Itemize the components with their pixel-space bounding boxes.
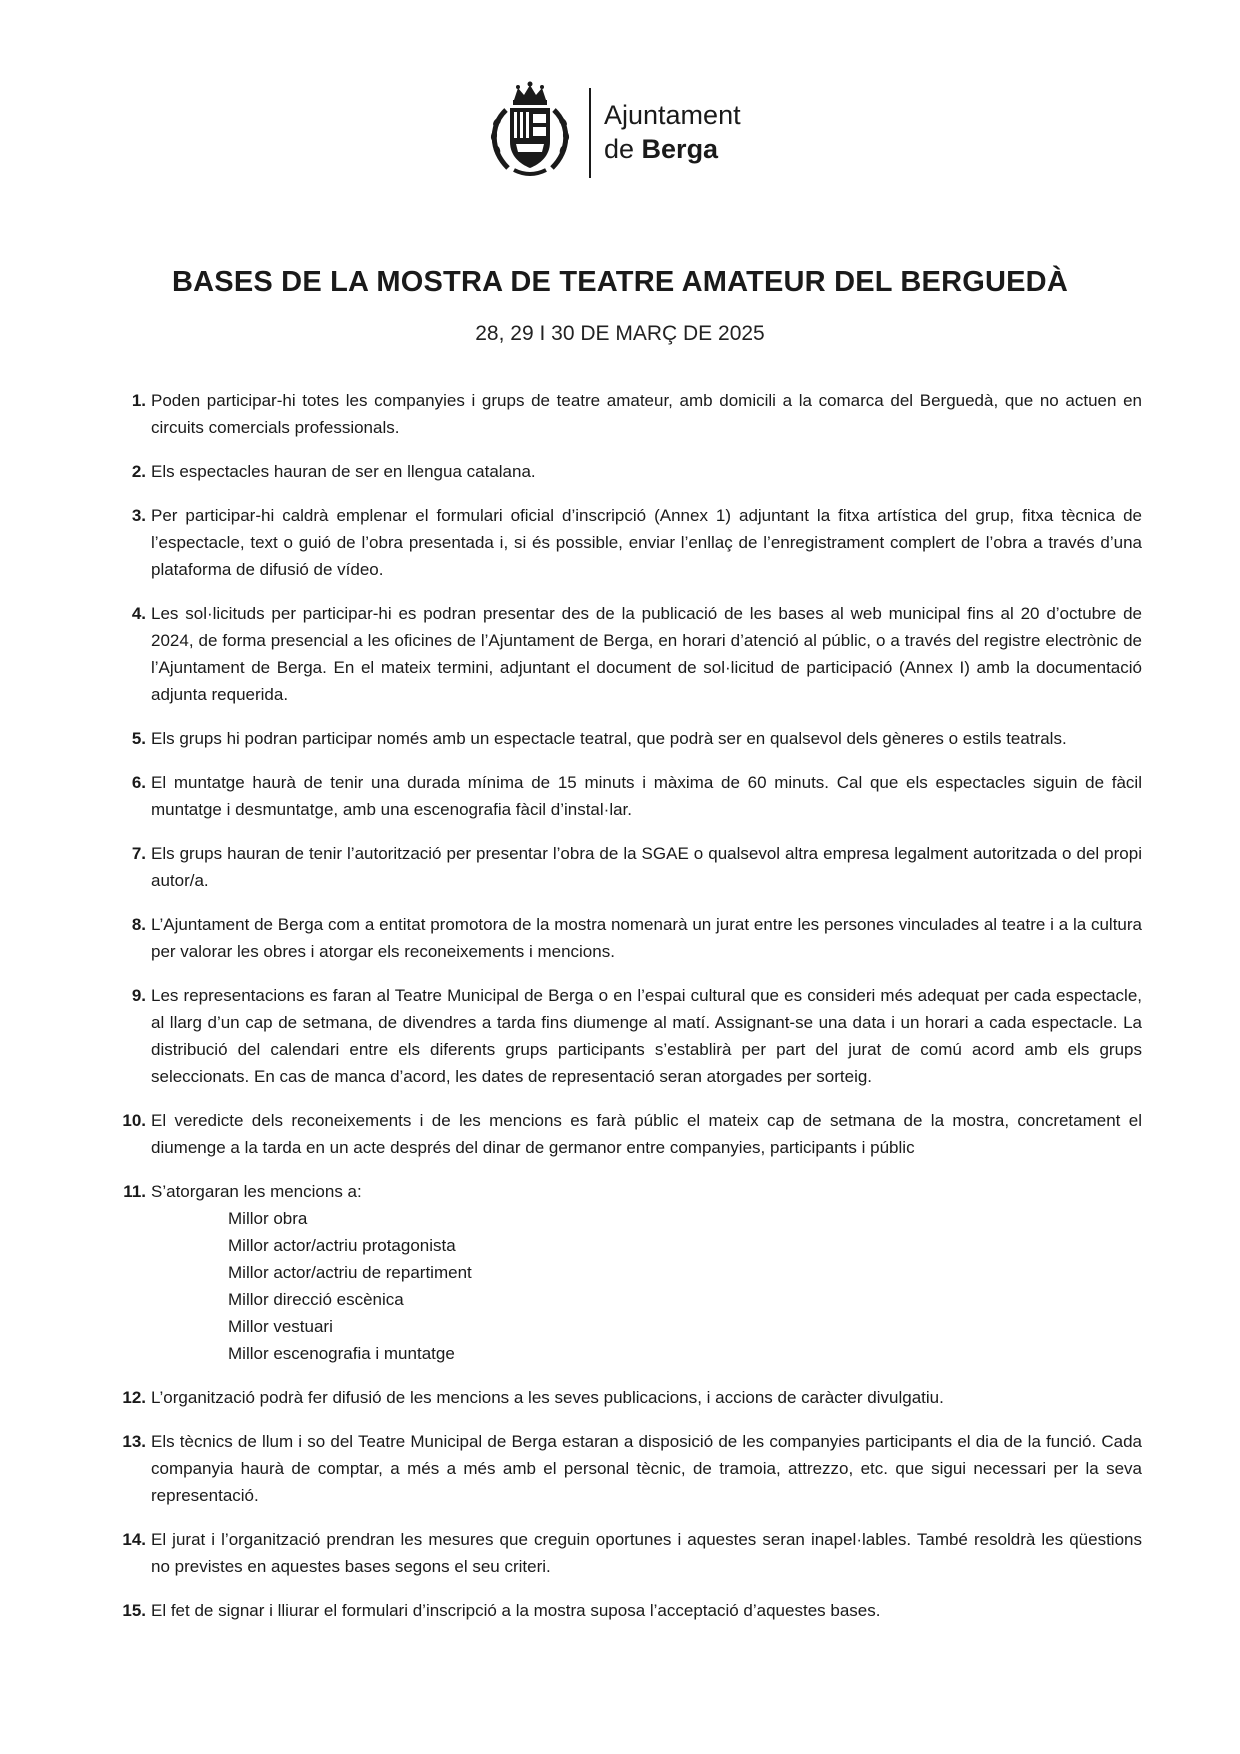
rule-number: 11.	[123, 1182, 146, 1201]
rule-body	[151, 600, 1142, 708]
rule-item	[112, 1597, 1142, 1624]
mention-item: Millor obra	[228, 1209, 308, 1228]
rule-text: Per participar-hi caldrà emplenar el formulari oficial d’inscripció (Annex 1) adjuntant la fitxa artística del grup, fitxa tècnica de l’espectacle, text o guió de l’obra presentada i, si és possible, enviar l’enllaç de l’enregistrament complert de l’obra a través d’una plataforma de difusió de vídeo.	[151, 506, 1142, 579]
rule-number: 3.	[131, 506, 146, 525]
rule-body	[151, 1384, 1142, 1411]
rule-body	[151, 1107, 1142, 1161]
rule-item	[112, 769, 1142, 823]
org-name-line1: Ajuntament	[604, 100, 741, 130]
rule-body	[151, 769, 1142, 823]
rule-number: 1.	[131, 391, 146, 410]
rule-item	[112, 1428, 1142, 1509]
mention-item: Millor vestuari	[228, 1317, 333, 1336]
rule-text: Les sol·licituds per participar-hi es podran presentar des de la publicació de les bases al web municipal fins al 20 d’octubre de 2024, de forma presencial a les oficines de l’Ajuntament de Berga, en horari d’atenció al públic, o a través del registre electrònic de l’Ajuntament de Berga. En el mateix termini, adjuntant el document de sol·licitud de participació (Annex I) amb la documentació adjunta requerida.	[151, 604, 1142, 704]
document-title: BASES DE LA MOSTRA DE TEATRE AMATEUR DEL BERGUEDÀ	[172, 266, 1068, 298]
mention-item: Millor direcció escènica	[228, 1290, 404, 1309]
rule-text: Els tècnics de llum i so del Teatre Municipal de Berga estaran a disposició de les companyies participants el dia de la funció. Cada companyia haurà de comptar, a més a més amb el personal tècnic, de tramoia, attrezzo, etc. que sigui necessari per la seva representació.	[151, 1432, 1142, 1505]
mention-item: Millor actor/actriu de repartiment	[228, 1263, 472, 1282]
rule-item	[112, 502, 1142, 583]
rule-number: 2.	[131, 462, 146, 481]
rule-text: El jurat i l’organització prendran les mesures que creguin oportunes i aquestes seran inapel·lables. També resoldrà les qüestions no previstes en aquestes bases segons el seu criteri.	[151, 1530, 1142, 1576]
rule-item	[112, 387, 1142, 441]
rule-body	[151, 1428, 1142, 1509]
org-name-prefix: de	[604, 134, 642, 164]
rules-list	[112, 387, 1142, 1641]
rule-item	[112, 600, 1142, 708]
rule-number: 12.	[122, 1388, 146, 1407]
rule-text: L’Ajuntament de Berga com a entitat promotora de la mostra nomenarà un jurat entre les persones vinculades al teatre i a la cultura per valorar les obres i atorgar els reconeixements i mencions.	[151, 915, 1142, 961]
rule-body	[151, 911, 1142, 965]
rule-number: 9.	[131, 986, 146, 1005]
rule-text: Els espectacles hauran de ser en llengua catalana.	[151, 462, 536, 481]
rule-text: Les representacions es faran al Teatre Municipal de Berga o en l’espai cultural que es consideri més adequat per cada espectacle, al llarg d’un cap de setmana, de divendres a tarda fins diumenge al matí. Assignant-se una data i un horari a cada espectacle. La distribució del calendari entre els diferents grups participants s’establirà per part del jurat de comú acord amb els grups seleccionats. En cas de manca d’acord, les dates de representació seran atorgades per sorteig.	[151, 986, 1142, 1086]
rule-item	[112, 1526, 1142, 1580]
rule-body	[151, 1526, 1142, 1580]
rule-text: L’organització podrà fer difusió de les mencions a les seves publicacions, i accions de caràcter divulgatiu.	[151, 1388, 944, 1407]
rule-body	[151, 1178, 1142, 1367]
rule-number: 6.	[131, 773, 146, 792]
rule-number: 14.	[122, 1530, 146, 1549]
rule-number: 13.	[122, 1432, 146, 1451]
rule-body	[151, 502, 1142, 583]
coat-of-arms-icon	[484, 80, 576, 180]
rule-number: 5.	[131, 729, 146, 748]
rule-body	[151, 1597, 1142, 1624]
rule-text: El veredicte dels reconeixements i de les mencions es farà públic el mateix cap de setmana de la mostra, concretament el diumenge a la tarda en un acte després del dinar de germanor entre companyies, participants i públic	[151, 1111, 1142, 1157]
rule-item	[112, 1178, 1142, 1367]
document-dates: 28, 29 I 30 DE MARÇ DE 2025	[475, 322, 765, 345]
rule-text: Els grups hauran de tenir l’autorització per presentar l’obra de la SGAE o qualsevol altra empresa legalment autoritzada o del propi autor/a.	[151, 844, 1142, 890]
mentions-list	[151, 1205, 1142, 1367]
rule-text: Poden participar-hi totes les companyies i grups de teatre amateur, amb domicili a la comarca del Berguedà, que no actuen en circuits comercials professionals.	[151, 391, 1142, 437]
mention-item: Millor actor/actriu protagonista	[228, 1236, 456, 1255]
rule-body	[151, 982, 1142, 1090]
rule-body	[151, 840, 1142, 894]
org-name-line2	[604, 132, 741, 166]
mention-item: Millor escenografia i muntatge	[228, 1344, 455, 1363]
rule-body	[151, 725, 1142, 752]
rule-item	[112, 982, 1142, 1090]
rule-number: 4.	[131, 604, 146, 623]
rule-text: El muntatge haurà de tenir una durada mínima de 15 minuts i màxima de 60 minuts. Cal que els espectacles siguin de fàcil muntatge i desmuntatge, amb una escenografia fàcil d’instal·lar.	[151, 773, 1142, 819]
rule-body	[151, 458, 1142, 485]
rule-item	[112, 840, 1142, 894]
org-name	[604, 98, 741, 166]
rule-number: 10.	[122, 1111, 146, 1130]
rule-item	[112, 1384, 1142, 1411]
rule-number: 7.	[131, 844, 146, 863]
rule-item	[112, 458, 1142, 485]
rule-item	[112, 911, 1142, 965]
rule-item	[112, 725, 1142, 752]
rule-item	[112, 1107, 1142, 1161]
rule-text: Els grups hi podran participar només amb un espectacle teatral, que podrà ser en qualsevol dels gèneres o estils teatrals.	[151, 729, 1067, 748]
page-header	[0, 80, 1240, 190]
header-divider	[589, 88, 591, 178]
rule-number: 8.	[131, 915, 146, 934]
rule-text: S’atorgaran les mencions a:	[151, 1182, 362, 1201]
org-name-bold: Berga	[641, 134, 719, 164]
rule-number: 15.	[122, 1601, 146, 1620]
rule-body	[151, 387, 1142, 441]
rule-text: El fet de signar i lliurar el formulari d’inscripció a la mostra suposa l’acceptació d’aquestes bases.	[151, 1601, 881, 1620]
